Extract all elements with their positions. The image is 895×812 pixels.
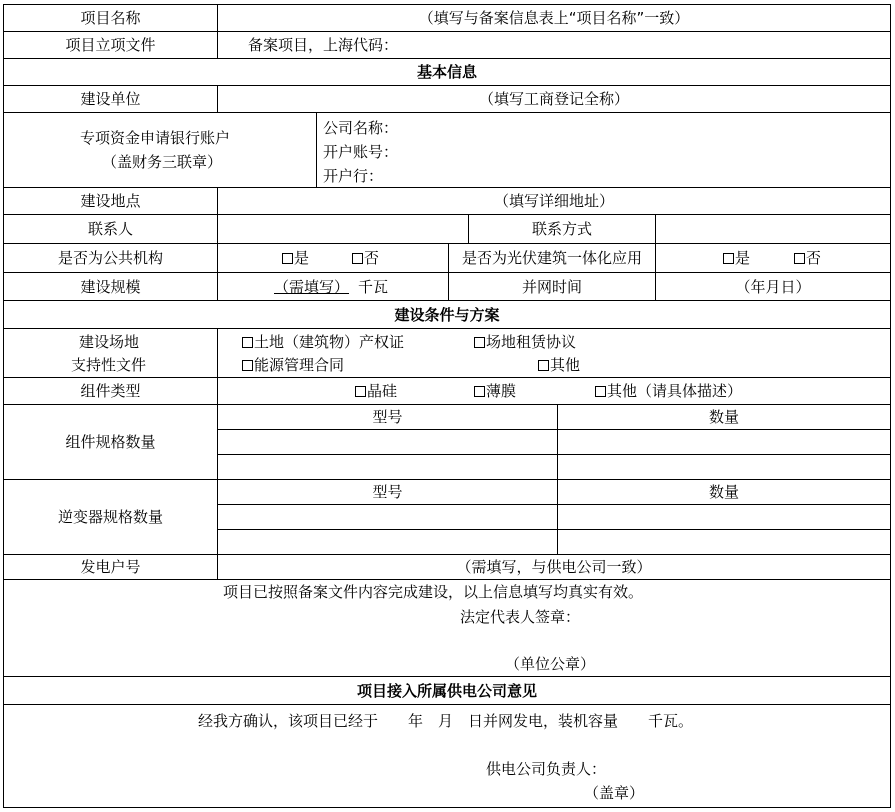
public-org-no-option[interactable] <box>352 248 379 268</box>
bipv-yes-option[interactable] <box>723 248 750 268</box>
builder-field[interactable] <box>217 85 891 113</box>
bank-label-line1: 专项资金申请银行账户 <box>80 129 231 147</box>
site-label: 建设地点 <box>80 192 141 210</box>
crystalline-label: 晶硅 <box>367 382 398 400</box>
contact-method-field[interactable] <box>655 214 891 244</box>
grid-time-label-cell <box>448 272 656 301</box>
module-qty-cell[interactable] <box>557 429 891 455</box>
site-docs-options <box>217 328 891 378</box>
bipv-options <box>655 243 891 273</box>
module-model-col: 型号 <box>372 408 403 426</box>
power-account-field[interactable] <box>217 554 891 580</box>
module-spec-label: 组件规格数量 <box>65 433 156 451</box>
bipv-label-cell <box>448 243 656 273</box>
checkbox-icon[interactable] <box>352 253 363 264</box>
power-account-hint: （需填写，与供电公司一致） <box>456 558 652 576</box>
project-file-value: 备案项目，上海代码： <box>248 36 399 54</box>
inverter-qty-header <box>557 479 891 505</box>
scale-unit: 千瓦 <box>358 278 389 296</box>
checkbox-icon[interactable] <box>474 386 485 397</box>
inverter-model-cell[interactable] <box>217 529 558 555</box>
basic-info-title: 基本信息 <box>416 63 477 81</box>
bipv-yes-label: 是 <box>735 249 751 267</box>
inverter-spec-label: 逆变器规格数量 <box>57 508 163 526</box>
utility-opinion-title: 项目接入所属供电公司意见 <box>356 681 537 700</box>
inverter-qty-cell[interactable] <box>557 529 891 555</box>
contact-field[interactable] <box>217 214 469 244</box>
checkbox-icon[interactable] <box>355 386 366 397</box>
inverter-qty-col: 数量 <box>708 483 739 501</box>
scale-hint: （需填写） <box>274 278 350 296</box>
module-type-label: 组件类型 <box>80 382 141 400</box>
inverter-spec-label-cell <box>3 479 218 555</box>
project-file-label-cell <box>3 31 218 59</box>
contact-label-cell <box>3 214 218 244</box>
contact-method-label: 联系方式 <box>531 220 592 238</box>
contact-method-label-cell <box>468 214 656 244</box>
bipv-no-option[interactable] <box>794 248 821 268</box>
public-org-label-cell <box>3 243 218 273</box>
energy-contract-label: 能源管理合同 <box>254 356 345 374</box>
module-type-options <box>217 377 891 405</box>
checkbox-icon[interactable] <box>595 386 606 397</box>
inverter-model-cell[interactable] <box>217 504 558 530</box>
project-name-field[interactable] <box>217 4 891 32</box>
account-no-label: 开户账号： <box>323 143 399 161</box>
module-qty-header <box>557 404 891 430</box>
module-qty-col: 数量 <box>708 408 739 426</box>
public-org-yes-label: 是 <box>294 249 310 267</box>
module-model-cell[interactable] <box>217 429 558 455</box>
builder-label-cell <box>3 85 218 113</box>
site-hint: （填写详细地址） <box>493 192 614 210</box>
site-docs-label-line1: 建设场地 <box>79 333 140 351</box>
grid-time-field[interactable] <box>655 272 891 301</box>
module-type-label-cell <box>3 377 218 405</box>
module-model-header <box>217 404 558 430</box>
module-qty-cell[interactable] <box>557 454 891 480</box>
project-name-label-cell <box>3 4 218 32</box>
bank-details-field[interactable] <box>316 112 891 188</box>
legal-rep-sign: 法定代表人签章： <box>460 608 581 626</box>
lease-option[interactable] <box>474 332 576 352</box>
company-name-label: 公司名称： <box>323 119 399 137</box>
thin-film-option[interactable] <box>474 381 516 401</box>
other-module-label: 其他（请具体描述） <box>607 382 743 400</box>
utility-confirm-text: 经我方确认，该项目已经于 年 月 日并网发电，装机容量 千瓦。 <box>198 712 694 730</box>
utility-opinion-block <box>3 704 891 808</box>
bank-label-cell <box>3 112 317 188</box>
builder-label: 建设单位 <box>80 90 141 108</box>
lease-label: 场地租赁协议 <box>486 333 577 351</box>
public-org-options <box>217 243 449 273</box>
inverter-model-col: 型号 <box>372 483 403 501</box>
checkbox-icon[interactable] <box>723 253 734 264</box>
inverter-model-header <box>217 479 558 505</box>
declaration-block <box>3 579 891 677</box>
section-conditions <box>3 300 891 329</box>
declaration-text: 项目已按照备案文件内容完成建设，以上信息填写均真实有效。 <box>223 583 644 601</box>
scale-label: 建设规模 <box>80 277 141 296</box>
site-docs-label-cell <box>3 328 218 378</box>
inverter-qty-cell[interactable] <box>557 504 891 530</box>
builder-hint: （填写工商登记全称） <box>478 90 629 108</box>
checkbox-icon[interactable] <box>282 253 293 264</box>
project-name-label: 项目名称 <box>80 9 141 27</box>
public-org-no-label: 否 <box>364 249 380 267</box>
project-file-label: 项目立项文件 <box>65 36 156 54</box>
power-account-label-cell <box>3 554 218 580</box>
energy-contract-option[interactable] <box>242 355 344 375</box>
project-file-field[interactable] <box>217 31 891 59</box>
section-basic-info <box>3 58 891 86</box>
unit-seal: （单位公章） <box>505 655 596 673</box>
site-docs-label-line2: 支持性文件 <box>71 356 147 374</box>
site-field[interactable] <box>217 187 891 215</box>
checkbox-icon[interactable] <box>538 360 549 371</box>
project-name-hint: （填写与备案信息表上“项目名称”一致） <box>418 9 690 27</box>
public-org-yes-option[interactable] <box>282 248 309 268</box>
checkbox-icon[interactable] <box>474 337 485 348</box>
utility-head-sign: 供电公司负责人： <box>486 760 607 778</box>
other-module-option[interactable] <box>595 381 742 401</box>
checkbox-icon[interactable] <box>794 253 805 264</box>
land-right-option[interactable] <box>242 332 404 352</box>
crystalline-option[interactable] <box>355 381 397 401</box>
land-right-label: 土地（建筑物）产权证 <box>254 333 405 351</box>
other-doc-label: 其他 <box>550 356 581 374</box>
checkbox-icon[interactable] <box>242 360 253 371</box>
public-org-label: 是否为公共机构 <box>57 249 163 267</box>
scale-label-cell <box>3 272 218 301</box>
conditions-title: 建设条件与方案 <box>394 305 500 324</box>
site-label-cell <box>3 187 218 215</box>
bipv-no-label: 否 <box>806 249 822 267</box>
utility-seal: （盖章） <box>584 784 645 802</box>
grid-time-hint: （年月日） <box>735 277 811 296</box>
bipv-label: 是否为光伏建筑一体化应用 <box>461 249 642 267</box>
section-utility-opinion <box>3 676 891 705</box>
thin-film-label: 薄膜 <box>486 382 517 400</box>
bank-name-label: 开户行： <box>323 167 384 185</box>
power-account-label: 发电户号 <box>80 558 141 576</box>
other-doc-option[interactable] <box>538 355 580 375</box>
contact-label: 联系人 <box>87 220 133 238</box>
grid-time-label: 并网时间 <box>521 277 582 296</box>
module-spec-label-cell <box>3 404 218 480</box>
scale-field[interactable] <box>217 272 449 301</box>
bank-label-line2: （盖财务三联章） <box>102 153 223 171</box>
module-model-cell[interactable] <box>217 454 558 480</box>
checkbox-icon[interactable] <box>242 337 253 348</box>
